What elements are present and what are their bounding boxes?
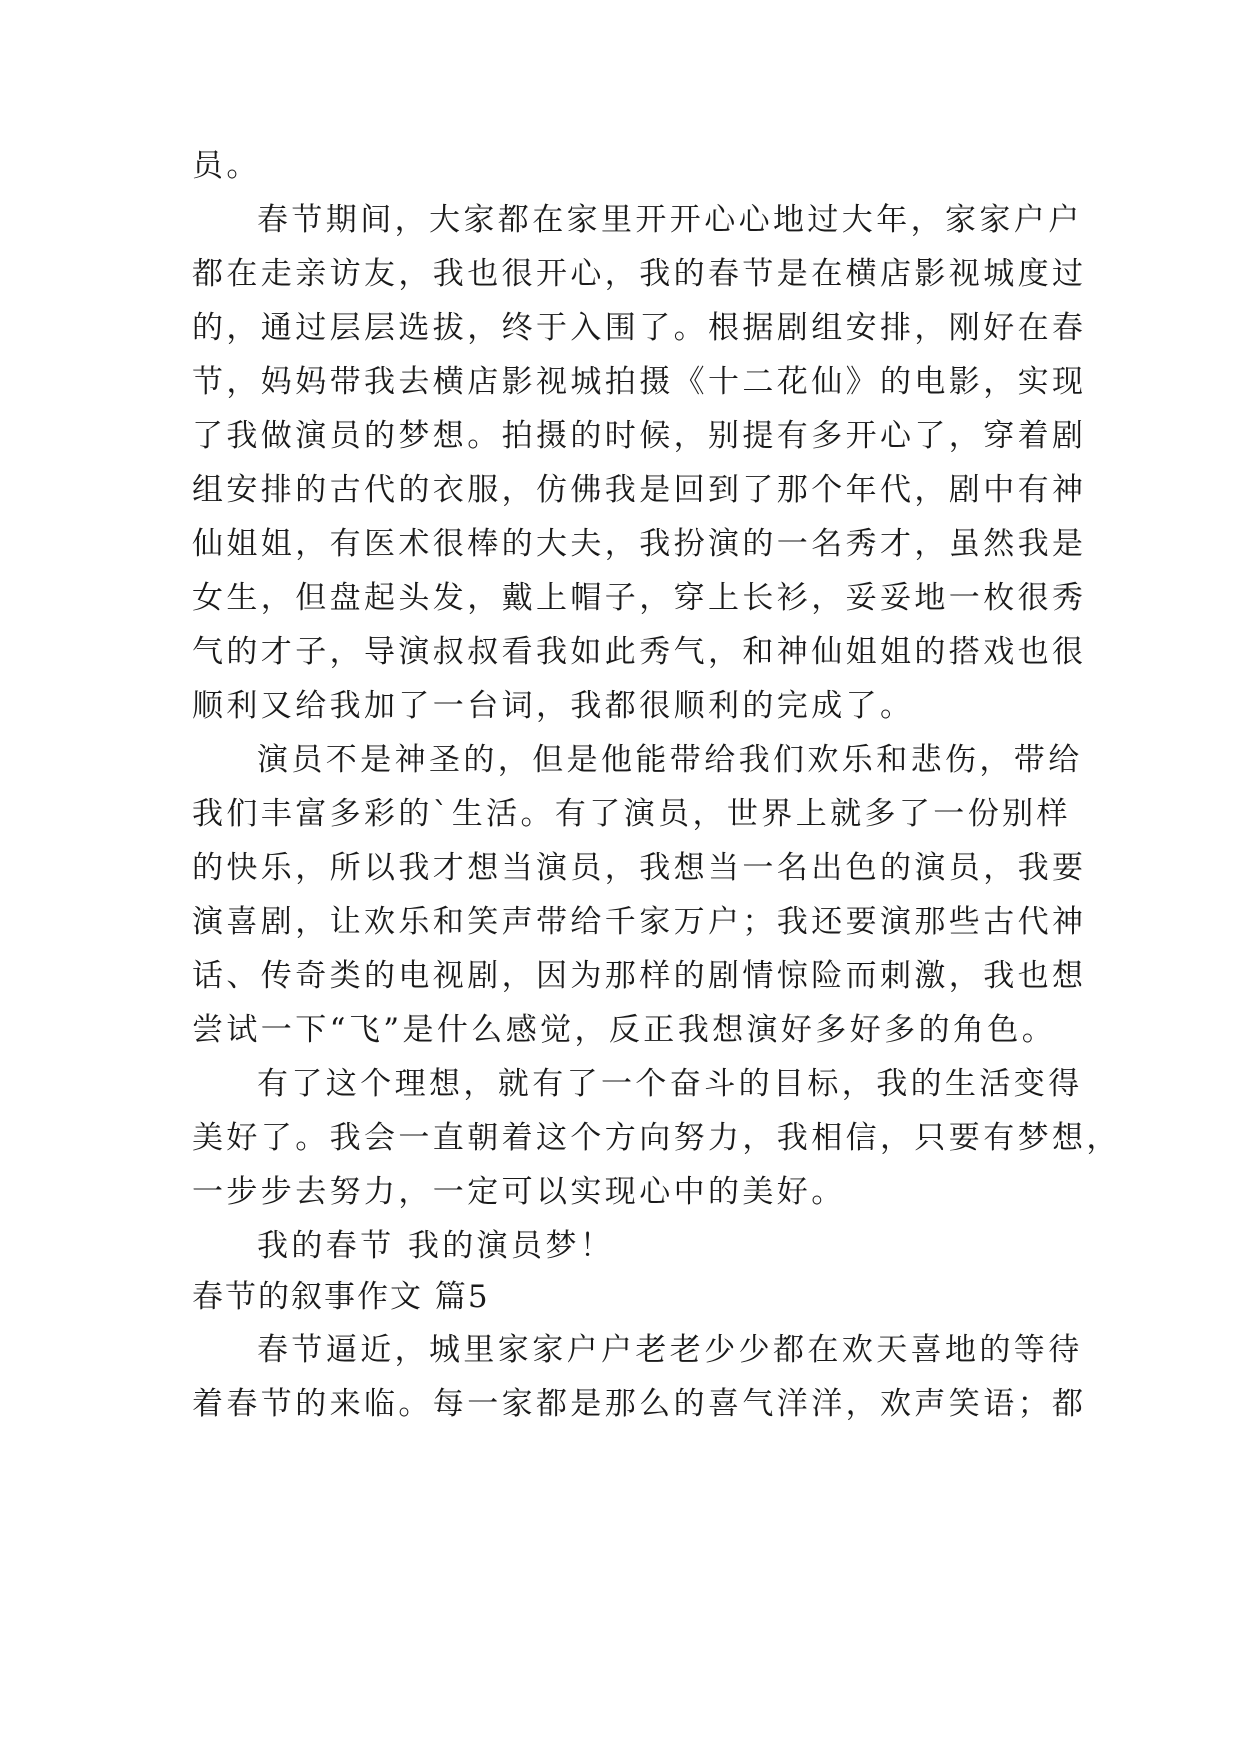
text-line: 我们丰富多彩的`生活。有了演员，世界上就多了一份别样 [192, 796, 1071, 832]
text-line: 气的才子，导演叔叔看我如此秀气，和神仙姐姐的搭戏也很 [192, 634, 1087, 670]
text-line: 节，妈妈带我去横店影视城拍摄《十二花仙》的电影，实现 [192, 364, 1087, 400]
text-line: 组安排的古代的衣服，仿佛我是回到了那个年代，剧中有神 [192, 472, 1087, 508]
text-line: 员。 [192, 148, 261, 184]
text-line: 女生，但盘起头发，戴上帽子，穿上长衫，妥妥地一枚很秀 [192, 580, 1087, 616]
paragraph-start: 春节逼近，城里家家户户老老少少都在欢天喜地的等待 [257, 1332, 1083, 1368]
text-line: 美好了。我会一直朝着这个方向努力，我相信，只要有梦想， [192, 1120, 1121, 1156]
text-line: 仙姐姐，有医术很棒的大夫，我扮演的一名秀才，虽然我是 [192, 526, 1087, 562]
closing-line: 我的春节 我的演员梦！ [257, 1228, 615, 1264]
text-line: 尝试一下“飞”是什么感觉，反正我想演好多好多的角色。 [192, 1012, 1057, 1048]
text-line: 的，通过层层选拔，终于入围了。根据剧组安排，刚好在春 [192, 310, 1087, 346]
text-line: 一步步去努力，一定可以实现心中的美好。 [192, 1174, 846, 1210]
text-line: 话、传奇类的电视剧，因为那样的剧情惊险而刺激，我也想 [192, 958, 1087, 994]
text-line: 演喜剧，让欢乐和笑声带给千家万户；我还要演那些古代神 [192, 904, 1087, 940]
section-heading: 春节的叙事作文 篇5 [192, 1279, 490, 1315]
paragraph-start: 有了这个理想，就有了一个奋斗的目标，我的生活变得 [257, 1066, 1083, 1102]
text-line: 了我做演员的梦想。拍摄的时候，别提有多开心了，穿着剧 [192, 418, 1087, 454]
paragraph-start: 春节期间，大家都在家里开开心心地过大年，家家户户 [257, 202, 1083, 238]
text-line: 的快乐，所以我才想当演员，我想当一名出色的演员，我要 [192, 850, 1087, 886]
text-line: 顺利又给我加了一台词，我都很顺利的完成了。 [192, 688, 915, 724]
text-line: 都在走亲访友，我也很开心，我的春节是在横店影视城度过 [192, 256, 1087, 292]
paragraph-start: 演员不是神圣的，但是他能带给我们欢乐和悲伤，带给 [257, 742, 1083, 778]
text-line: 着春节的来临。每一家都是那么的喜气洋洋，欢声笑语；都 [192, 1386, 1087, 1422]
